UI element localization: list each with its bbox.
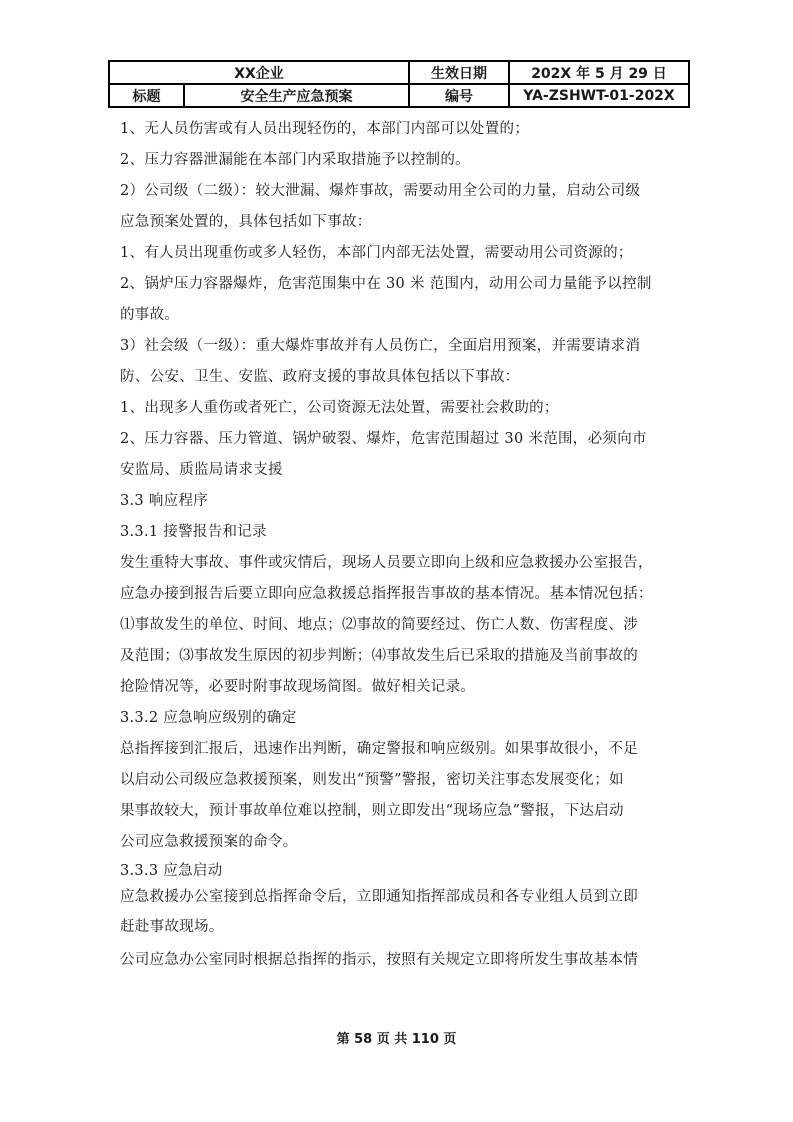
document-number: YA-ZSHWT-01-202X [509, 84, 689, 107]
document-body [120, 114, 685, 976]
section-heading-3-3-1: 3.3.1 接警报告和记录 [120, 524, 267, 540]
text-line: 1、出现多人重伤或者死亡，公司资源无法处置，需要社会救助的； [120, 400, 559, 416]
text-line: 果事故较大，预计事故单位难以控制，则立即发出“现场应急”警报，下达启动 [120, 803, 624, 819]
effective-date-value: 202X 年 5 月 29 日 [509, 61, 689, 84]
text-line: 应急办接到报告后要立即向应急救援总指挥报告事故的基本情况。基本情况包括： [120, 586, 653, 602]
text-line: 3）社会级（一级）：重大爆炸事故并有人员伤亡，全面启用预案，并需要请求消 [120, 338, 641, 354]
text-line: 赶赴事故现场。 [120, 919, 224, 935]
title-label: 标题 [109, 84, 184, 107]
text-line: 公司应急办公室同时根据总指挥的指示，按照有关规定立即将所发生事故基本情 [120, 952, 638, 968]
text-line: 以启动公司级应急救援预案，则发出“预警”警报，密切关注事态发展变化；如 [120, 772, 624, 788]
section-heading-3-3: 3.3 响应程序 [120, 493, 209, 509]
text-line: 应急预案处置的，具体包括如下事故： [120, 214, 372, 230]
text-line: 防、公安、卫生、安监、政府支援的事故具体包括以下事故： [120, 369, 520, 385]
text-line: 抢险情况等，必要时附事故现场简图。做好相关记录。 [120, 679, 476, 695]
text-line: 发生重特大事故、事件或灾情后，现场人员要立即向上级和应急救援办公室报告， [120, 555, 653, 571]
number-label: 编号 [409, 84, 509, 107]
text-line: 2、压力容器、压力管道、锅炉破裂、爆炸，危害范围超过 30 米范围，必须向市 [120, 431, 647, 447]
document-title: 安全生产应急预案 [184, 84, 409, 107]
text-line: 2、锅炉压力容器爆炸，危害范围集中在 30 米 范围内，动用公司力量能予以控制 [120, 276, 652, 292]
header-row-1 [109, 61, 689, 84]
text-line: 2、压力容器泄漏能在本部门内采取措施予以控制的。 [120, 152, 470, 168]
text-line: ⑴事故发生的单位、时间、地点；⑵事故的简要经过、伤亡人数、伤害程度、涉 [120, 617, 638, 633]
text-line: 及范围；⑶事故发生原因的初步判断；⑷事故发生后已采取的措施及当前事故的 [120, 648, 638, 664]
page-number-footer: 第 58 页 共 110 页 [336, 1032, 457, 1047]
text-line: 的事故。 [120, 307, 180, 323]
effective-date-label: 生效日期 [409, 61, 509, 84]
text-line: 1、有人员出现重伤或多人轻伤，本部门内部无法处置，需要动用公司资源的； [120, 245, 633, 261]
text-line: 1、无人员伤害或有人员出现轻伤的，本部门内部可以处置的； [120, 121, 530, 137]
text-line: 总指挥接到汇报后，迅速作出判断，确定警报和响应级别。如果事故很小，不足 [120, 741, 638, 757]
header-row-2 [109, 84, 689, 107]
text-line: 公司应急救援预案的命令。 [120, 834, 298, 850]
document-header-table [108, 60, 690, 108]
company-name: XX企业 [109, 61, 409, 84]
section-heading-3-3-2: 3.3.2 应急响应级别的确定 [120, 710, 297, 726]
text-line: 应急救援办公室接到总指挥命令后，立即通知指挥部成员和各专业组人员到立即 [120, 889, 638, 905]
section-heading-3-3-3: 3.3.3 应急启动 [120, 863, 223, 879]
text-line: 安监局、质监局请求支援 [120, 462, 283, 478]
text-line: 2）公司级（二级）：较大泄漏、爆炸事故，需要动用全公司的力量，启动公司级 [120, 183, 641, 199]
